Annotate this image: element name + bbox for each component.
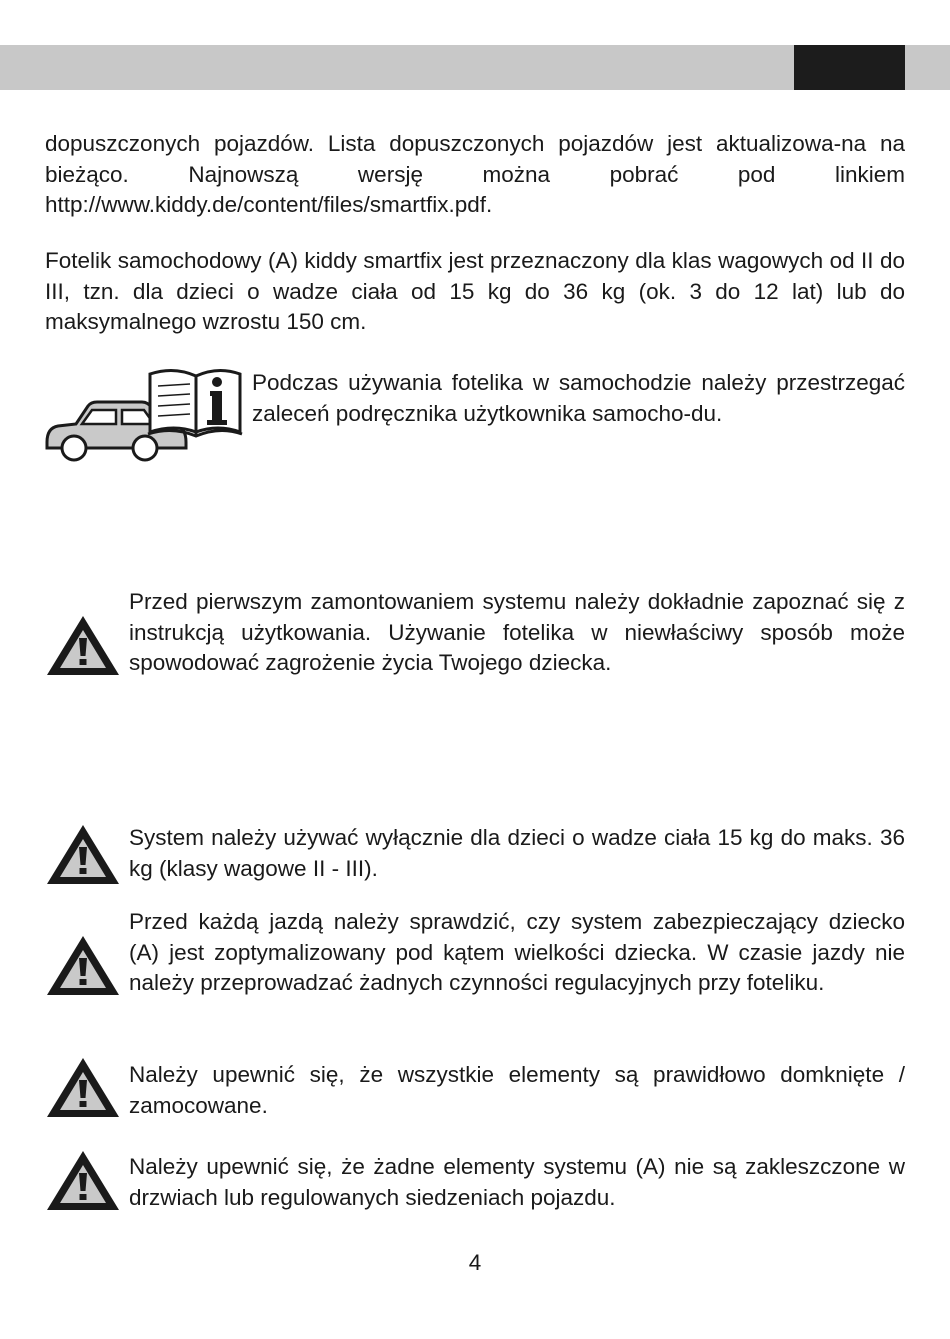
warning-text-2: System należy używać wyłącznie dla dzieci o wadze ciała 15 kg do maks. 36 kg (klasy wagowe II - III). bbox=[129, 825, 905, 881]
page-number: 4 bbox=[468, 1250, 482, 1275]
warning-triangle-icon bbox=[45, 934, 121, 997]
warning-triangle-icon bbox=[45, 614, 121, 677]
warning-text-5: Należy upewnić się, że żadne elementy systemu (A) nie są zakleszczone w drzwiach lub regulowanych siedzeniach pojazdu. bbox=[129, 1154, 905, 1210]
warning-triangle-icon bbox=[45, 1056, 121, 1119]
warning-text-4: Należy upewnić się, że wszystkie elementy są prawidłowo domknięte / zamocowane. bbox=[129, 1062, 905, 1118]
paragraph-vehicle-list: dopuszczonych pojazdów. Lista dopuszczonych pojazdów jest aktualizowa-na na bieżąco. Najnowszą wersję można pobrać pod linkiem http://www.kiddy.de/content/files/smartfix.pdf. bbox=[45, 131, 905, 217]
warning-text-3: Przed każdą jazdą należy sprawdzić, czy system zabezpieczający dziecko (A) jest zoptymalizowany pod kątem wielkości dziecka. W czasie jazdy nie należy przeprowadzać żadnych czynności regulacyjnych przy foteliku. bbox=[129, 909, 905, 995]
warning-triangle-icon bbox=[45, 823, 121, 886]
warning-triangle-icon bbox=[45, 1149, 121, 1212]
paragraph-seat-classes: Fotelik samochodowy (A) kiddy smartfix jest przeznaczony dla klas wagowych od II do III, tzn. dla dzieci o wadze ciała od 15 kg do 36 kg (ok. 3 do 12 lat) lub do maksymalnego wzrostu 150 cm. bbox=[45, 248, 905, 334]
car-manual-info-icon bbox=[44, 362, 244, 464]
warning-text-1: Przed pierwszym zamontowaniem systemu należy dokładnie zapoznać się z instrukcją użytkowania. Używanie fotelika w niewłaściwy sposób może spowodować zagrożenie życia Twojego dziecka. bbox=[129, 589, 905, 675]
header-tab bbox=[794, 45, 905, 90]
paragraph-info-note: Podczas używania fotelika w samochodzie należy przestrzegać zaleceń podręcznika użytkownika samocho-du. bbox=[252, 370, 905, 426]
